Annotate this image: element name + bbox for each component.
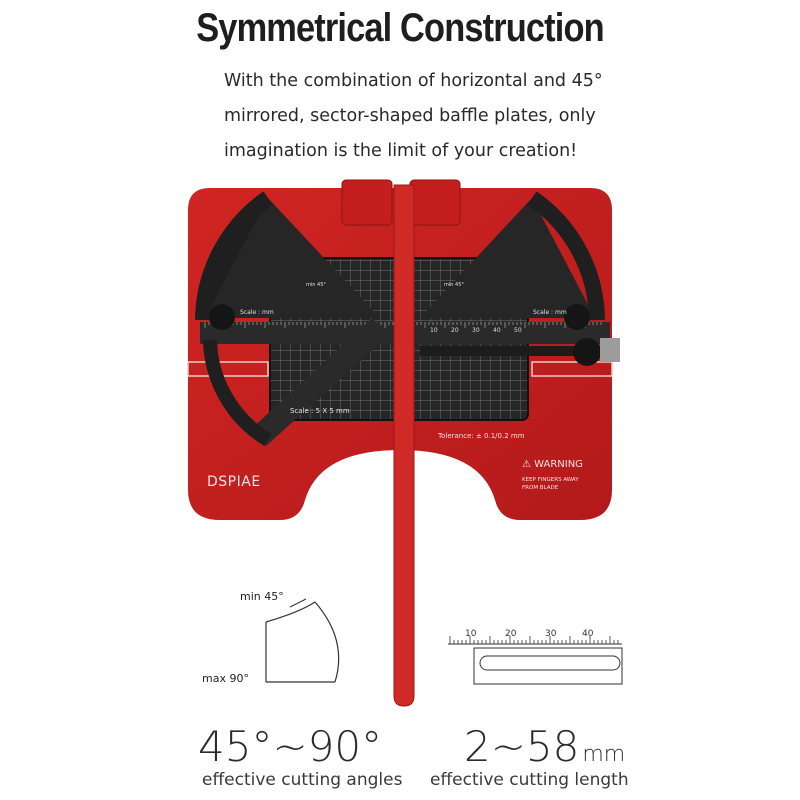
min-angle-small-right: min 45° bbox=[444, 282, 464, 288]
ruler-number: 40 bbox=[493, 327, 501, 334]
length-ruler-number: 40 bbox=[582, 629, 594, 639]
slider-tab[interactable] bbox=[600, 338, 620, 362]
top-block-left bbox=[342, 180, 392, 225]
tolerance-label: Tolerance: ± 0.1/0.2 mm bbox=[438, 432, 525, 440]
min-angle-label: min 45° bbox=[240, 590, 284, 603]
top-block-right bbox=[410, 180, 460, 225]
angle-spec-caption: effective cutting angles bbox=[202, 770, 403, 790]
min-angle-small: min 45° bbox=[306, 282, 326, 288]
length-spec-unit: mm bbox=[582, 742, 626, 767]
length-spec-value: 2~58 bbox=[464, 722, 580, 771]
page-title: Symmetrical Construction bbox=[196, 6, 604, 50]
knob-slider[interactable] bbox=[573, 338, 601, 366]
scale-label-left: Scale : mm bbox=[240, 309, 274, 316]
warning-title: ⚠ WARNING bbox=[522, 459, 583, 470]
max-angle-label: max 90° bbox=[202, 672, 249, 685]
blade-arm[interactable] bbox=[394, 185, 414, 706]
angle-spec-value: 45°~90° bbox=[198, 722, 383, 771]
description-line: imagination is the limit of your creation! bbox=[224, 141, 578, 161]
angle-diagram bbox=[202, 590, 339, 685]
knob-left[interactable] bbox=[209, 304, 235, 330]
length-diagram bbox=[448, 629, 622, 684]
brand-logo: DSPIAE bbox=[207, 474, 261, 490]
length-spec-caption: effective cutting length bbox=[430, 770, 629, 790]
description-line: mirrored, sector-shaped baffle plates, only bbox=[224, 106, 596, 126]
ruler-number: 30 bbox=[472, 327, 480, 334]
grid-scale-label: Scale : 5 X 5 mm bbox=[290, 407, 350, 415]
lower-guide-bar bbox=[420, 346, 590, 356]
length-spec bbox=[464, 722, 625, 771]
ruler-number: 10 bbox=[430, 327, 438, 334]
warning-line1: KEEP FINGERS AWAY bbox=[522, 477, 579, 483]
length-ruler-number: 10 bbox=[465, 629, 477, 639]
ruler-number: 20 bbox=[451, 327, 459, 334]
description-line: With the combination of horizontal and 45° bbox=[224, 71, 603, 91]
length-ruler-number: 20 bbox=[505, 629, 517, 639]
warning-line2: FROM BLADE bbox=[522, 485, 559, 491]
length-ruler-number: 30 bbox=[545, 629, 557, 639]
ruler-number: 50 bbox=[514, 327, 522, 334]
scale-label-right: Scale : mm bbox=[533, 309, 567, 316]
knob-right[interactable] bbox=[564, 304, 590, 330]
